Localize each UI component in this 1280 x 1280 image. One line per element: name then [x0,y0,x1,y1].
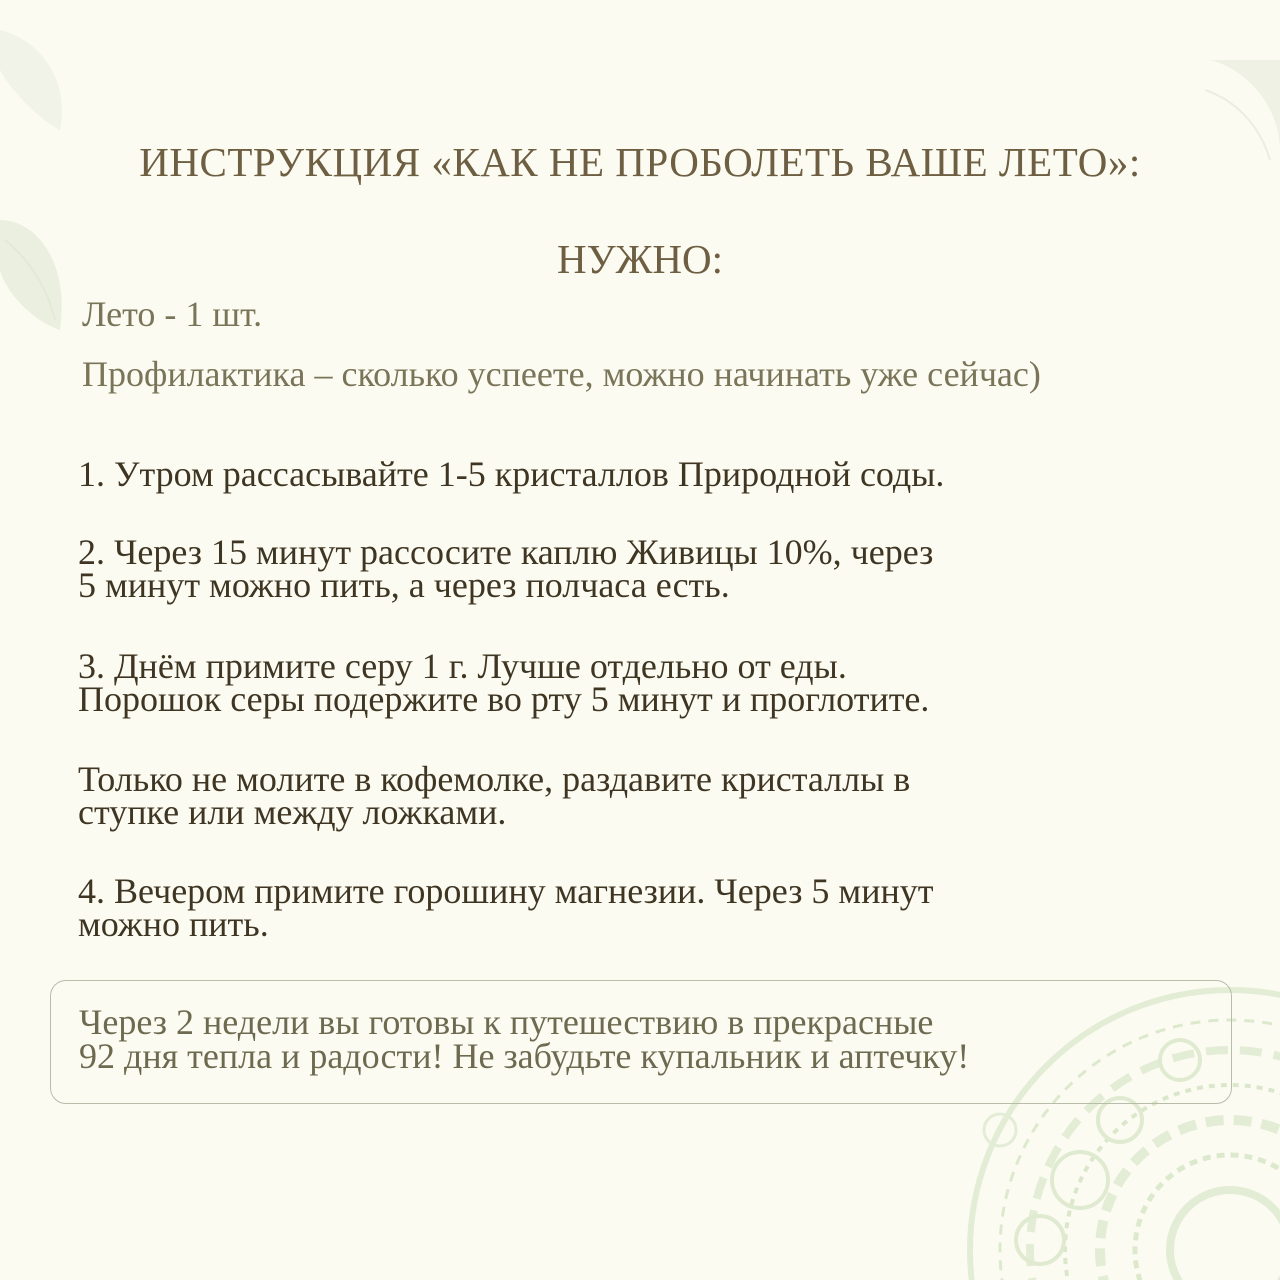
instruction-step-4 [78,871,1228,944]
closing-note-line: Через 2 недели вы готовы к путешествию в прекрасные [79,1002,934,1042]
leaf-decoration-top-left [0,30,62,130]
instruction-line: 2. Через 15 минут рассосите каплю Живицы 10%, через [78,532,934,572]
instruction-line: Порошок серы подержите во рту 5 минут и проглотите. [78,679,930,719]
closing-note-line: 92 дня тепла и радости! Не забудьте купальник и аптечку! [79,1036,970,1076]
instruction-line: Только не молите в кофемолке, раздавите кристаллы в [78,759,911,799]
instruction-line: 4. Вечером примите горошину магнезии. Через 5 минут [78,871,934,911]
instruction-step-1 [78,454,1228,494]
closing-note-text [79,1002,1229,1076]
page-title: ИНСТРУКЦИЯ «КАК НЕ ПРОБОЛЕТЬ ВАШЕ ЛЕТО»: [139,139,1141,185]
instruction-step-3 [78,646,1228,719]
instruction-line: 5 минут можно пить, а через полчаса есть. [78,565,730,605]
instruction-note [78,759,1228,832]
needs-item-summer: Лето - 1 шт. [82,294,263,334]
closing-note-box [50,980,1232,1104]
needs-item-prevention: Профилактика – сколько успеете, можно начинать уже сейчас) [82,354,1041,394]
section-heading-needed: НУЖНО: [557,236,723,282]
instruction-line: 1. Утром рассасывайте 1-5 кристаллов Природной соды. [78,454,945,494]
instruction-line: 3. Днём примите серу 1 г. Лучше отдельно от еды. [78,646,847,686]
instruction-line: можно пить. [78,904,269,944]
instruction-step-2 [78,532,1228,605]
instruction-line: ступке или между ложками. [78,792,507,832]
